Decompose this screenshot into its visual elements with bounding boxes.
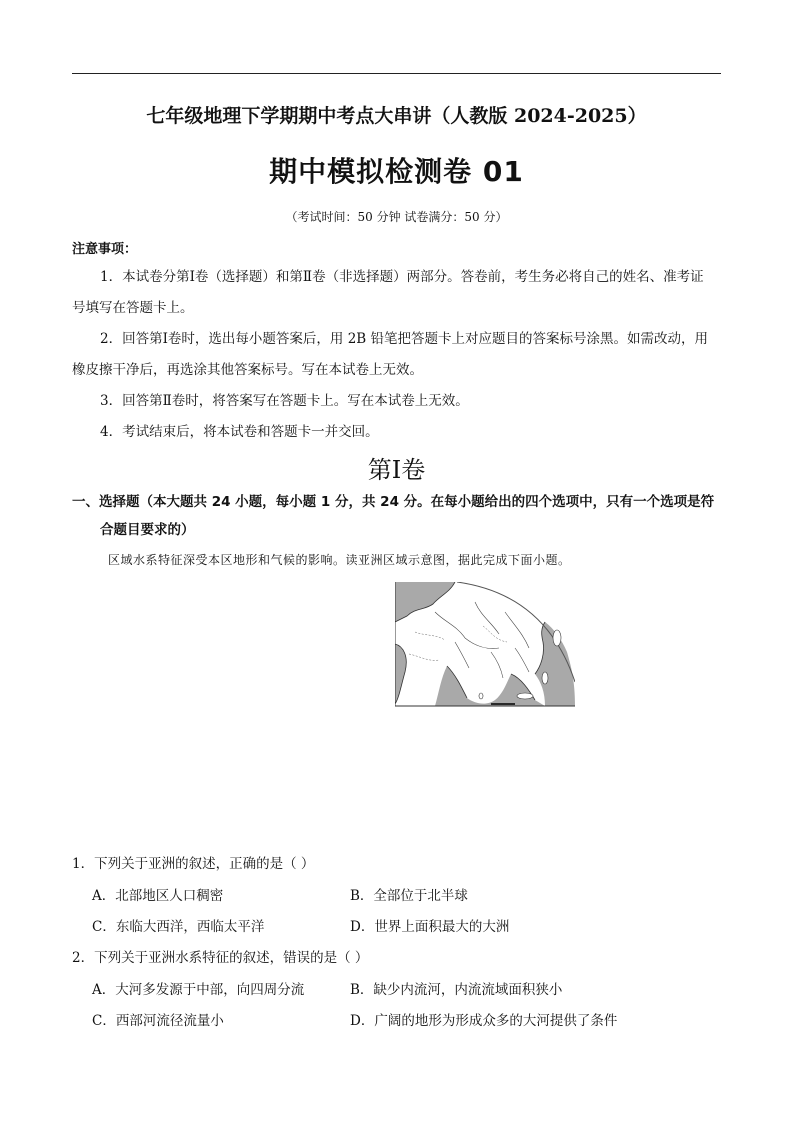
map-island-indonesia	[517, 693, 533, 699]
question-1-stem: 1．下列关于亚洲的叙述，正确的是（ ）	[72, 856, 315, 872]
question-1-option-b[interactable]: B．全部位于北半球	[350, 888, 468, 904]
part-heading	[72, 488, 724, 544]
notice-item-2-line1: 2．回答第Ⅰ卷时，选出每小题答案后，用 2B 铅笔把答题卡上对应题目的答案标号涂黑。如需改动，用	[100, 331, 709, 347]
notice-item-1-line2: 号填写在答题卡上。	[72, 300, 194, 316]
notice-heading: 注意事项：	[72, 242, 138, 257]
exam-info: （考试时间：50 分钟 试卷满分：50 分）	[285, 210, 508, 224]
notice-item-3-line1: 3．回答第Ⅱ卷时，将答案写在答题卡上。写在本试卷上无效。	[100, 393, 469, 409]
notice-item-1	[72, 262, 722, 324]
document-title: 七年级地理下学期期中考点大串讲（人教版 2024-2025）	[146, 105, 647, 127]
question-2-option-b[interactable]: B．缺少内流河，内流流域面积狭小	[350, 982, 563, 998]
question-2-stem: 2．下列关于亚洲水系特征的叙述，错误的是（ ）	[72, 950, 369, 966]
map-island-srilanka	[479, 693, 483, 699]
question-2-option-c[interactable]: C．西部河流径流量小	[92, 1013, 224, 1029]
header-rule	[72, 73, 721, 74]
notice-item-4-line1: 4．考试结束后，将本试卷和答题卡一并交回。	[100, 424, 379, 440]
section-title: 第Ⅰ卷	[367, 456, 426, 484]
exam-subtitle: 期中模拟检测卷 01	[269, 155, 524, 188]
question-1-option-c[interactable]: C．东临大西洋，西临太平洋	[92, 919, 265, 935]
question-1-option-a[interactable]: A．北部地区人口稠密	[92, 888, 224, 904]
map-island-philippines	[542, 672, 548, 684]
asia-region-map	[395, 582, 575, 707]
notice-item-1-line1: 1．本试卷分第Ⅰ卷（选择题）和第Ⅱ卷（非选择题）两部分。答卷前，考生务必将自己的姓名、准考证	[100, 269, 704, 285]
notice-item-3	[72, 386, 722, 417]
notice-item-2	[72, 324, 722, 386]
question-intro: 区域水系特征深受本区地形和气候的影响。读亚洲区域示意图，据此完成下面小题。	[108, 553, 571, 567]
part-heading-line2: 合题目要求的）	[100, 522, 195, 538]
question-1-option-d[interactable]: D．世界上面积最大的大洲	[350, 919, 510, 935]
question-2-option-d[interactable]: D．广阔的地形为形成众多的大河提供了条件	[350, 1013, 618, 1029]
notice-item-4	[72, 417, 722, 448]
question-2-option-a[interactable]: A．大河多发源于中部，向四周分流	[92, 982, 305, 998]
notice-item-2-line2: 橡皮擦干净后，再选涂其他答案标号。写在本试卷上无效。	[72, 362, 423, 378]
map-island-japan	[553, 630, 561, 646]
part-heading-line1: 一、选择题（本大题共 24 小题，每小题 1 分，共 24 分。在每小题给出的四个选项中，只有一个选项是符	[72, 494, 715, 510]
